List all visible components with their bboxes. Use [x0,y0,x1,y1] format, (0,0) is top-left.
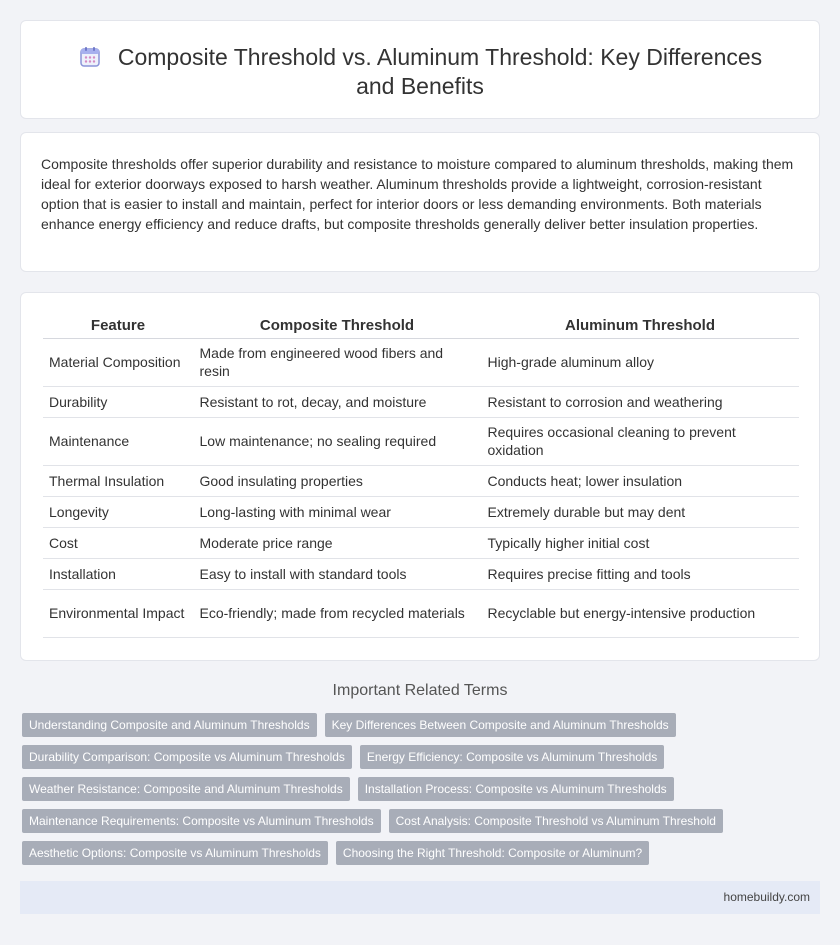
related-terms-heading: Important Related Terms [332,682,508,699]
table-cell-composite: Moderate price range [193,527,481,558]
table-cell-feature: Longevity [43,496,193,527]
related-terms-list [22,713,812,873]
related-term-tag[interactable]: Aesthetic Options: Composite vs Aluminum Thresholds [22,841,328,865]
table-header-row [43,314,799,338]
column-header-aluminum: Aluminum Threshold [481,314,799,338]
related-term-tag[interactable]: Durability Comparison: Composite vs Aluminum Thresholds [22,745,352,769]
related-term-tag[interactable]: Maintenance Requirements: Composite vs Aluminum Thresholds [22,809,381,833]
table-row [43,465,799,496]
table-cell-composite: Long-lasting with minimal wear [193,496,481,527]
table-cell-composite: Eco-friendly; made from recycled materials [193,589,481,637]
calendar-icon [78,45,102,69]
table-row [43,527,799,558]
table-cell-composite: Low maintenance; no sealing required [193,417,481,465]
table-cell-feature: Durability [43,386,193,417]
related-term-tag[interactable]: Understanding Composite and Aluminum Thresholds [22,713,317,737]
table-cell-feature: Maintenance [43,417,193,465]
column-header-feature: Feature [43,314,193,338]
related-term-tag[interactable]: Installation Process: Composite vs Aluminum Thresholds [358,777,674,801]
table-cell-aluminum: High-grade aluminum alloy [481,338,799,386]
table-cell-aluminum: Conducts heat; lower insulation [481,465,799,496]
table-row [43,338,799,386]
table-cell-feature: Cost [43,527,193,558]
table-row [43,417,799,465]
table-row [43,386,799,417]
related-term-tag[interactable]: Cost Analysis: Composite Threshold vs Aluminum Threshold [389,809,723,833]
table-cell-aluminum: Extremely durable but may dent [481,496,799,527]
table-row [43,589,799,637]
table-cell-feature: Environmental Impact [43,589,193,637]
footer-site-link[interactable]: homebuildy.com [723,890,810,904]
intro-paragraph: Composite thresholds offer superior durability and resistance to moisture compared to aluminum thresholds, making them ideal for exterior doorways exposed to harsh weather. Aluminum thresholds provide a lightweight, corrosion-resistant option that is easier to install and maintain, perfect for interior doors or less demanding environments. Both materials enhance energy efficiency and reduce drafts, but composite thresholds generally deliver better insulation properties. [41,156,794,232]
comparison-table [43,314,799,638]
table-cell-aluminum: Requires occasional cleaning to prevent oxidation [481,417,799,465]
related-term-tag[interactable]: Key Differences Between Composite and Aluminum Thresholds [325,713,676,737]
table-cell-composite: Made from engineered wood fibers and resin [193,338,481,386]
table-row [43,558,799,589]
comparison-table-card [20,292,820,661]
table-cell-feature: Installation [43,558,193,589]
related-term-tag[interactable]: Weather Resistance: Composite and Aluminum Thresholds [22,777,350,801]
table-cell-aluminum: Typically higher initial cost [481,527,799,558]
intro-card [20,132,820,272]
page-title-text: Composite Threshold vs. Aluminum Threshold: Key Differences and Benefits [117,44,763,99]
table-cell-feature: Thermal Insulation [43,465,193,496]
column-header-composite: Composite Threshold [193,314,481,338]
table-cell-aluminum: Recyclable but energy-intensive production [481,589,799,637]
title-card [20,20,820,119]
related-term-tag[interactable]: Choosing the Right Threshold: Composite or Aluminum? [336,841,649,865]
table-cell-aluminum: Requires precise fitting and tools [481,558,799,589]
table-cell-aluminum: Resistant to corrosion and weathering [481,386,799,417]
table-cell-composite: Resistant to rot, decay, and moisture [193,386,481,417]
page-title [61,43,779,101]
related-term-tag[interactable]: Energy Efficiency: Composite vs Aluminum Thresholds [360,745,664,769]
table-cell-feature: Material Composition [43,338,193,386]
table-cell-composite: Easy to install with standard tools [193,558,481,589]
table-row [43,496,799,527]
table-cell-composite: Good insulating properties [193,465,481,496]
footer [20,881,820,914]
